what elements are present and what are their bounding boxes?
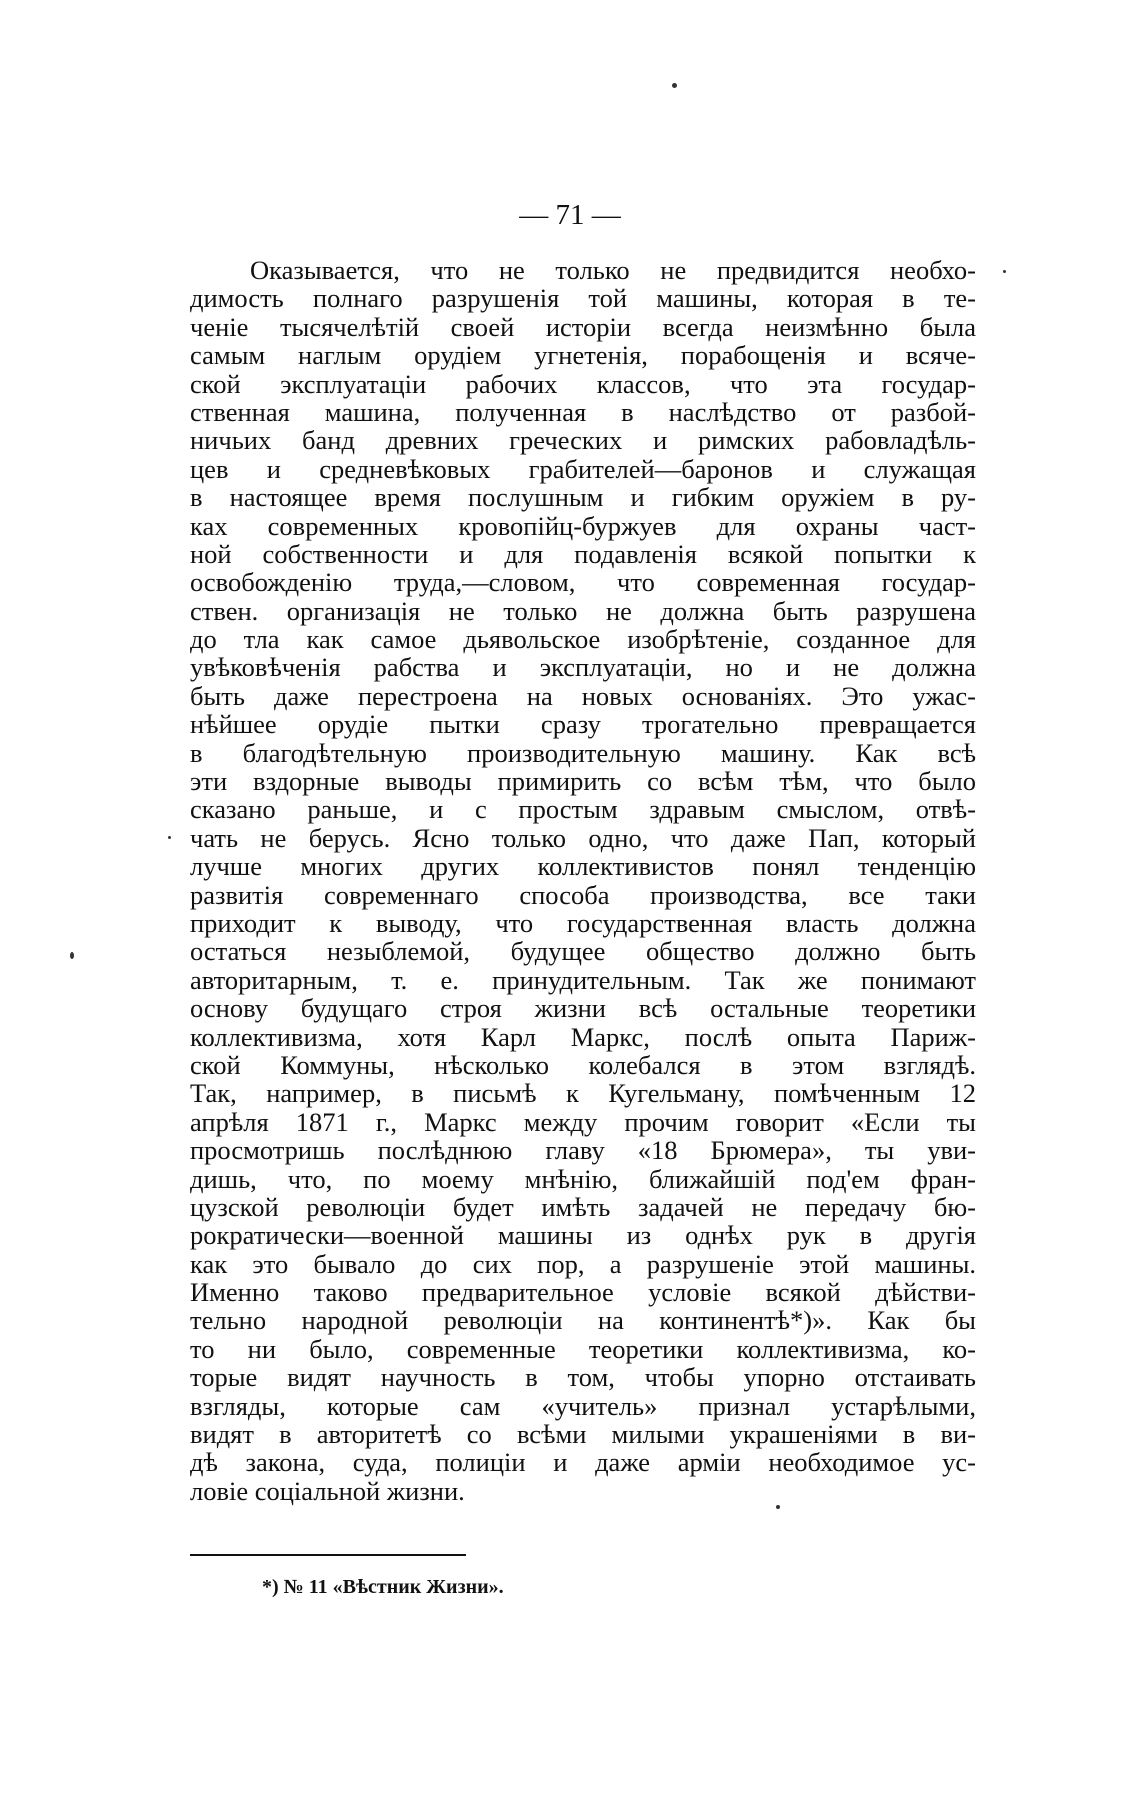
text-line: дѣ закона, суда, полиціи и даже арміи необходимое ус-	[190, 1447, 976, 1478]
text-line: цев и средневѣковых грабителей—баронов и служащая	[190, 453, 976, 484]
text-line: увѣковѣченія рабства и эксплуатаціи, но и не должна	[190, 652, 976, 683]
text-line: апрѣля 1871 г., Маркс между прочим говорит «Если ты	[190, 1106, 976, 1137]
text-line: ствен. организація не только не должна быть разрушена	[190, 595, 976, 626]
text-line: ченіе тысячелѣтій своей исторіи всегда неизмѣнно была	[190, 311, 976, 342]
text-line: приходит к выводу, что государственная власть должна	[190, 907, 976, 938]
text-line: рократически—военной машины из однѣх рук в другія	[190, 1220, 976, 1251]
text-line: коллективизма, хотя Карл Маркс, послѣ опыта Париж-	[190, 1021, 976, 1052]
print-speck	[672, 83, 677, 88]
text-line: основу будущаго строя жизни всѣ остальные теоретики	[190, 993, 976, 1024]
text-line: цузской революціи будет имѣть задачей не передачу бю-	[190, 1191, 976, 1222]
text-line: видят в авторитетѣ со всѣми милыми украшеніями в ви-	[190, 1419, 976, 1450]
print-speck	[776, 1505, 780, 1509]
text-line: до тла как самое дьявольское изобрѣтеніе, созданное для	[190, 624, 976, 655]
text-line: в настоящее время послушным и гибким оружіем в ру-	[190, 482, 976, 513]
text-line: взгляды, которые сам «учитель» признал устарѣлыми,	[190, 1390, 976, 1421]
footnote-divider	[190, 1554, 466, 1556]
text-line: авторитарным, т. е. принудительным. Так же понимают	[190, 964, 976, 995]
text-line: просмотришь послѣднюю главу «18 Брюмера», ты уви-	[190, 1135, 976, 1166]
text-line: сказано раньше, и с простым здравым смыслом, отвѣ-	[190, 794, 976, 825]
text-line: чать не берусь. Ясно только одно, что даже Пап, который	[190, 822, 976, 853]
text-line: тельно народной революціи на континентѣ*)». Как бы	[190, 1305, 976, 1336]
text-line: димость полнаго разрушенія той машины, которая в те-	[190, 283, 976, 314]
text-line: ках современных кровопійц-буржуев для охраны част-	[190, 510, 976, 541]
text-line: эти вздорные выводы примирить со всѣм тѣм, что было	[190, 766, 976, 797]
page-number: — 71 —	[519, 199, 621, 231]
print-speck	[70, 952, 74, 959]
text-line: Именно таково предварительное условіе всякой дѣйстви-	[190, 1277, 976, 1308]
text-line: быть даже перестроена на новых основаніях. Это ужас-	[190, 680, 976, 711]
text-line: ной собственности и для подавленія всякой попытки к	[190, 538, 976, 569]
print-speck	[168, 836, 171, 839]
body-text	[190, 256, 976, 1505]
text-line: как это бывало до сих пор, а разрушеніе этой машины.	[190, 1248, 976, 1279]
text-line: то ни было, современные теоретики коллективизма, ко-	[190, 1333, 976, 1364]
text-line: в благодѣтельную производительную машину. Как всѣ	[190, 737, 976, 768]
text-line: ственная машина, полученная в наслѣдство от разбой-	[190, 396, 976, 427]
text-line: самым наглым орудіем угнетенія, порабощенія и всяче-	[190, 340, 976, 371]
text-line: ской эксплуатаціи рабочих классов, что эта государ-	[190, 368, 976, 399]
text-line: ловіе соціальной жизни.	[190, 1475, 465, 1506]
text-line: нѣйшее орудіе пытки сразу трогательно превращается	[190, 709, 976, 740]
text-line: ничьих банд древних греческих и римских рабовладѣль-	[190, 425, 976, 456]
text-line: Так, например, в письмѣ к Кугельману, помѣченным 12	[190, 1078, 976, 1109]
text-line: дишь, что, по моему мнѣнію, ближайшій под'ем фран-	[190, 1163, 976, 1194]
text-line: освобожденію труда,—словом, что современная государ-	[190, 567, 976, 598]
text-line: торые видят научность в том, чтобы упорно отстаивать	[190, 1362, 976, 1393]
text-line: Оказывается, что не только не предвидится необхо-	[250, 255, 976, 285]
print-speck	[1003, 270, 1006, 273]
text-line: ской Коммуны, нѣсколько колебался в этом взглядѣ.	[190, 1049, 976, 1080]
text-line: остаться незыблемой, будущее общество должно быть	[190, 936, 976, 967]
text-line: лучше многих других коллективистов понял тенденцію	[190, 851, 976, 882]
text-line: развитія современнаго способа производства, все таки	[190, 879, 976, 910]
footnote: *) № 11 «Вѣстник Жизни».	[262, 1576, 504, 1598]
